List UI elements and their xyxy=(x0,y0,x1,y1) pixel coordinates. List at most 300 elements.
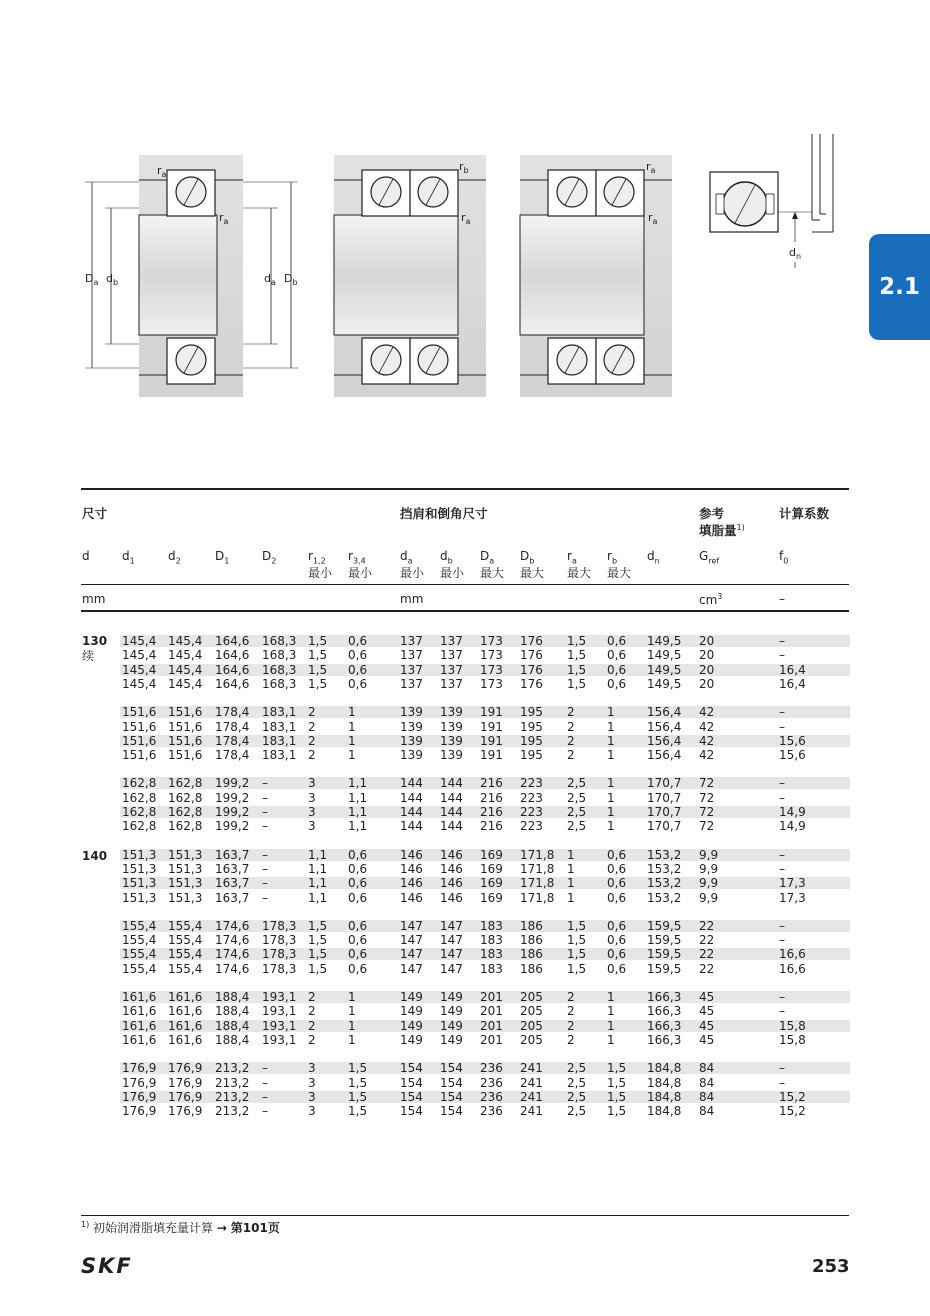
table-cell: 156,4 xyxy=(647,748,682,763)
table-cell: 0,6 xyxy=(607,933,627,948)
table-cell: 147 xyxy=(400,933,423,948)
table-top-rule xyxy=(81,488,849,490)
table-cell: 178,3 xyxy=(262,933,297,948)
table-cell: 0,6 xyxy=(348,961,368,976)
label-dn: $d_n$ xyxy=(789,246,802,261)
table-cell: 223 xyxy=(520,805,543,819)
column-header: $r_{3,4}$ 最小 xyxy=(348,549,373,581)
table-cell: 15,6 xyxy=(779,748,806,763)
table-cell: 3 xyxy=(308,776,316,791)
table-cell: 1,5 xyxy=(308,648,328,663)
table-cell: 162,8 xyxy=(122,776,157,791)
table-cell: – xyxy=(262,805,268,819)
table-cell: 162,8 xyxy=(122,790,157,805)
column-header: d xyxy=(82,549,90,563)
table-cell: 1,5 xyxy=(567,961,587,976)
table-cell: 154 xyxy=(400,1075,423,1090)
table-cell: 20 xyxy=(699,634,715,648)
table-cell: 201 xyxy=(480,990,503,1004)
table-cell: 42 xyxy=(699,733,715,748)
table-cell: 170,7 xyxy=(647,805,682,819)
label-ra-side-3: $r_a$ xyxy=(648,211,658,226)
table-cell: 137 xyxy=(440,634,463,648)
table-cell: 147 xyxy=(400,961,423,976)
table-cell: 9,9 xyxy=(699,861,719,876)
table-cell: 145,4 xyxy=(168,662,203,677)
table-cell: 1 xyxy=(348,1032,356,1047)
table-cell: 3 xyxy=(308,1075,316,1090)
table-cell: 147 xyxy=(400,918,423,933)
table-cell: – xyxy=(779,634,785,648)
table-cell: 144 xyxy=(400,790,423,805)
table-cell: 0,6 xyxy=(348,947,368,962)
table-cell: 0,6 xyxy=(348,933,368,948)
table-cell: 0,6 xyxy=(348,876,368,891)
table-cell: 0,6 xyxy=(607,861,627,876)
table-cell: 1,5 xyxy=(607,1061,627,1076)
footnote: $^{1)}$ 初始润滑脂填充量计算 → 第101页 xyxy=(81,1220,280,1235)
table-cell: – xyxy=(262,819,268,834)
table-cell: 45 xyxy=(699,1018,715,1033)
table-cell: 176,9 xyxy=(168,1104,203,1119)
table-cell: 145,4 xyxy=(122,676,157,691)
table-cell: 162,8 xyxy=(122,819,157,834)
table-cell: 72 xyxy=(699,805,715,819)
table-cell: 183,1 xyxy=(262,733,297,748)
table-cell: 169 xyxy=(480,847,503,862)
table-cell: 16,4 xyxy=(779,662,806,677)
column-header: $G_{ref}$ xyxy=(699,549,720,566)
table-cell: 205 xyxy=(520,1004,543,1019)
table-cell: 22 xyxy=(699,961,715,976)
table-cell: 3 xyxy=(308,790,316,805)
table-cell: 1,5 xyxy=(308,961,328,976)
table-cell: 22 xyxy=(699,947,715,962)
diagram-bearing-pair-1 xyxy=(334,155,486,397)
table-cell: 171,8 xyxy=(520,876,555,891)
table-cell: 1,5 xyxy=(567,947,587,962)
table-cell: 155,4 xyxy=(168,933,203,948)
table-cell: 145,4 xyxy=(168,676,203,691)
table-cell: 144 xyxy=(440,790,463,805)
table-cell: 176 xyxy=(520,648,543,663)
table-cell: 163,7 xyxy=(215,890,250,905)
table-cell: 0,6 xyxy=(348,676,368,691)
table-cell: 144 xyxy=(400,805,423,819)
table-cell: 145,4 xyxy=(168,634,203,648)
table-cell: 1 xyxy=(348,990,356,1004)
table-cell: 144 xyxy=(400,819,423,834)
table-cell: 1 xyxy=(567,847,575,862)
table-cell: 1,5 xyxy=(308,918,328,933)
table-cell: 1,5 xyxy=(607,1089,627,1104)
table-cell: 2,5 xyxy=(567,1104,587,1119)
table-cell: 159,5 xyxy=(647,918,682,933)
table-cell: 168,3 xyxy=(262,634,297,648)
table-cell: 151,6 xyxy=(168,705,203,720)
table-cell: 84 xyxy=(699,1104,715,1119)
table-cell: 149,5 xyxy=(647,676,682,691)
table-cell: 72 xyxy=(699,819,715,834)
column-header: $d_n$ xyxy=(647,549,660,566)
column-header: $D_a$ 最大 xyxy=(480,549,505,581)
column-header: $d_2$ xyxy=(168,549,181,566)
table-cell: – xyxy=(262,1104,268,1119)
diagram-bearing-pair-2 xyxy=(520,155,672,397)
table-cell: 163,7 xyxy=(215,861,250,876)
table-cell: 154 xyxy=(400,1061,423,1076)
table-cell: 1,5 xyxy=(348,1089,368,1104)
table-cell: 149 xyxy=(440,1032,463,1047)
table-cell: 2,5 xyxy=(567,819,587,834)
table-cell: 155,4 xyxy=(122,961,157,976)
table-cell: 184,8 xyxy=(647,1089,682,1104)
footnote-page-link[interactable]: 第101页 xyxy=(230,1221,280,1235)
table-cell: 236 xyxy=(480,1089,503,1104)
table-cell: 154 xyxy=(440,1075,463,1090)
table-cell: 1,1 xyxy=(308,861,328,876)
table-cell: 2 xyxy=(567,1032,575,1047)
table-cell: 241 xyxy=(520,1104,543,1119)
table-cell: 161,6 xyxy=(122,1018,157,1033)
unit-cm3: $cm^3$ xyxy=(699,592,723,607)
table-cell: 201 xyxy=(480,1018,503,1033)
table-cell: 1,5 xyxy=(567,918,587,933)
table-cell: 149 xyxy=(400,990,423,1004)
table-cell: 186 xyxy=(520,918,543,933)
table-cell: 151,6 xyxy=(168,719,203,734)
table-cell: 1 xyxy=(607,748,615,763)
table-cell: 1,1 xyxy=(308,890,328,905)
table-cell: 213,2 xyxy=(215,1089,250,1104)
table-cell: 147 xyxy=(400,947,423,962)
table-cell: 146 xyxy=(440,847,463,862)
table-cell: 183 xyxy=(480,947,503,962)
table-cell: – xyxy=(779,990,785,1004)
table-cell: 1,5 xyxy=(607,1104,627,1119)
table-cell: 241 xyxy=(520,1061,543,1076)
table-cell: 176,9 xyxy=(168,1061,203,1076)
table-cell: 146 xyxy=(440,876,463,891)
table-cell: – xyxy=(262,876,268,891)
diagram-dn-detail xyxy=(710,134,833,268)
table-cell: 161,6 xyxy=(122,990,157,1004)
table-cell: 3 xyxy=(308,1061,316,1076)
table-cell: 154 xyxy=(440,1089,463,1104)
table-cell: 151,3 xyxy=(122,890,157,905)
table-cell: 137 xyxy=(440,648,463,663)
table-cell: 174,6 xyxy=(215,947,250,962)
table-cell: 1 xyxy=(567,876,575,891)
unit-mm-abutment: mm xyxy=(400,592,424,606)
table-cell: 0,6 xyxy=(607,890,627,905)
table-cell: 2 xyxy=(308,719,316,734)
table-cell: 191 xyxy=(480,705,503,720)
table-cell: 213,2 xyxy=(215,1104,250,1119)
label-ra-top: $r_a$ xyxy=(157,164,167,179)
table-cell: 0,6 xyxy=(348,890,368,905)
table-cell: 45 xyxy=(699,990,715,1004)
header-grease-line2: 填脂量$^{1)}$ xyxy=(699,523,745,539)
table-cell: 149 xyxy=(400,1032,423,1047)
label-Da-left: $D_a$ xyxy=(85,272,99,287)
table-cell: 147 xyxy=(440,947,463,962)
table-cell: 151,6 xyxy=(122,719,157,734)
size-label-130: 130 xyxy=(82,634,108,648)
table-cell: 183 xyxy=(480,961,503,976)
table-cell: 191 xyxy=(480,748,503,763)
table-cell: 1 xyxy=(348,748,356,763)
table-cell: 183 xyxy=(480,918,503,933)
table-cell: 170,7 xyxy=(647,790,682,805)
table-cell: 22 xyxy=(699,918,715,933)
table-cell: – xyxy=(262,776,268,791)
table-cell: 201 xyxy=(480,1004,503,1019)
table-cell: 0,6 xyxy=(348,662,368,677)
table-cell: 146 xyxy=(440,861,463,876)
table-cell: 161,6 xyxy=(168,1018,203,1033)
table-cell: 176 xyxy=(520,634,543,648)
table-cell: 9,9 xyxy=(699,876,719,891)
table-cell: 162,8 xyxy=(168,790,203,805)
table-cell: 1 xyxy=(348,1018,356,1033)
table-cell: 199,2 xyxy=(215,790,250,805)
table-cell: 170,7 xyxy=(647,819,682,834)
table-cell: 147 xyxy=(440,961,463,976)
table-cell: 159,5 xyxy=(647,961,682,976)
table-cell: 42 xyxy=(699,719,715,734)
table-cell: 137 xyxy=(400,648,423,663)
table-cell: 2 xyxy=(567,705,575,720)
table-cell: – xyxy=(262,790,268,805)
table-cell: 151,6 xyxy=(122,733,157,748)
table-cell: 151,6 xyxy=(122,705,157,720)
table-cell: 147 xyxy=(440,918,463,933)
table-cell: – xyxy=(779,861,785,876)
table-cell: 236 xyxy=(480,1075,503,1090)
table-cell: 168,3 xyxy=(262,676,297,691)
table-cell: 146 xyxy=(440,890,463,905)
table-cell: 3 xyxy=(308,805,316,819)
table-cell: 205 xyxy=(520,1032,543,1047)
table-cell: 201 xyxy=(480,1032,503,1047)
table-cell: – xyxy=(779,719,785,734)
footnote-rule xyxy=(81,1215,849,1216)
table-cell: – xyxy=(262,1089,268,1104)
table-cell: 0,6 xyxy=(607,918,627,933)
label-da-right: $d_a$ xyxy=(264,272,276,287)
page-number: 253 xyxy=(812,1256,850,1277)
table-cell: 1 xyxy=(607,776,615,791)
header-mid-rule xyxy=(81,584,849,585)
table-cell: 0,6 xyxy=(348,918,368,933)
table-cell: 155,4 xyxy=(122,933,157,948)
table-cell: 186 xyxy=(520,933,543,948)
table-cell: 139 xyxy=(440,705,463,720)
table-cell: 84 xyxy=(699,1075,715,1090)
table-cell: 173 xyxy=(480,634,503,648)
table-cell: 1,1 xyxy=(308,847,328,862)
table-cell: 0,6 xyxy=(607,876,627,891)
table-cell: 1,1 xyxy=(348,776,368,791)
table-cell: 236 xyxy=(480,1061,503,1076)
table-cell: 0,6 xyxy=(607,662,627,677)
table-cell: 162,8 xyxy=(168,776,203,791)
table-cell: 144 xyxy=(440,805,463,819)
table-cell: 205 xyxy=(520,990,543,1004)
column-header: $r_a$ 最大 xyxy=(567,549,592,581)
label-ra-top-3: $r_a$ xyxy=(646,160,656,175)
table-cell: 146 xyxy=(400,890,423,905)
table-cell: 137 xyxy=(400,634,423,648)
table-cell: 2,5 xyxy=(567,1089,587,1104)
table-cell: – xyxy=(779,1075,785,1090)
table-cell: 139 xyxy=(440,748,463,763)
table-cell: 163,7 xyxy=(215,876,250,891)
table-cell: – xyxy=(779,933,785,948)
table-cell: 151,6 xyxy=(122,748,157,763)
table-cell: 166,3 xyxy=(647,990,682,1004)
table-cell: 191 xyxy=(480,719,503,734)
table-cell: 146 xyxy=(400,876,423,891)
table-cell: 2 xyxy=(308,1032,316,1047)
header-abutment: 挡肩和倒角尺寸 xyxy=(400,506,488,521)
table-cell: 0,6 xyxy=(607,961,627,976)
table-cell: 1,5 xyxy=(308,933,328,948)
table-cell: – xyxy=(262,847,268,862)
table-cell: 9,9 xyxy=(699,847,719,862)
table-cell: 45 xyxy=(699,1032,715,1047)
table-cell: 176 xyxy=(520,676,543,691)
header-factor: 计算系数 xyxy=(779,506,830,521)
table-cell: 216 xyxy=(480,776,503,791)
table-cell: 186 xyxy=(520,947,543,962)
table-cell: 223 xyxy=(520,776,543,791)
table-cell: 1 xyxy=(607,990,615,1004)
table-cell: 151,6 xyxy=(168,748,203,763)
table-cell: 1 xyxy=(348,719,356,734)
table-cell: – xyxy=(779,1061,785,1076)
table-cell: 199,2 xyxy=(215,776,250,791)
table-cell: 176,9 xyxy=(122,1089,157,1104)
table-cell: 151,6 xyxy=(168,733,203,748)
table-cell: 151,3 xyxy=(168,890,203,905)
table-cell: 161,6 xyxy=(168,1032,203,1047)
table-cell: 20 xyxy=(699,662,715,677)
section-tab: 2.1 xyxy=(869,234,930,340)
table-cell: 164,6 xyxy=(215,648,250,663)
table-cell: 164,6 xyxy=(215,634,250,648)
table-cell: 1 xyxy=(607,705,615,720)
table-cell: 171,8 xyxy=(520,861,555,876)
table-cell: 162,8 xyxy=(168,819,203,834)
table-cell: 223 xyxy=(520,790,543,805)
table-cell: 166,3 xyxy=(647,1018,682,1033)
table-cell: 1,5 xyxy=(348,1104,368,1119)
bearing-abutment-diagrams xyxy=(0,0,930,420)
table-cell: 1,5 xyxy=(607,1075,627,1090)
table-cell: 184,8 xyxy=(647,1104,682,1119)
label-ra-side-2: $r_a$ xyxy=(461,211,471,226)
column-header: $d_a$ 最小 xyxy=(400,549,425,581)
table-cell: 178,4 xyxy=(215,719,250,734)
table-cell: 153,2 xyxy=(647,861,682,876)
table-cell: 15,8 xyxy=(779,1032,806,1047)
table-cell: – xyxy=(779,705,785,720)
table-cell: 216 xyxy=(480,790,503,805)
table-cell: 151,3 xyxy=(168,847,203,862)
table-cell: 0,6 xyxy=(348,861,368,876)
table-cell: 1,1 xyxy=(348,805,368,819)
table-cell: 2 xyxy=(567,990,575,1004)
table-cell: 195 xyxy=(520,705,543,720)
table-cell: 16,6 xyxy=(779,947,806,962)
table-cell: 42 xyxy=(699,705,715,720)
table-cell: – xyxy=(779,776,785,791)
column-header: $d_b$ 最小 xyxy=(440,549,465,581)
table-cell: 1 xyxy=(607,1018,615,1033)
table-cell: 0,6 xyxy=(348,648,368,663)
table-cell: 191 xyxy=(480,733,503,748)
table-cell: 0,6 xyxy=(607,676,627,691)
table-cell: 139 xyxy=(440,719,463,734)
table-cell: 15,2 xyxy=(779,1089,806,1104)
table-cell: 144 xyxy=(400,776,423,791)
table-cell: 20 xyxy=(699,648,715,663)
table-cell: 188,4 xyxy=(215,1018,250,1033)
table-cell: 145,4 xyxy=(122,634,157,648)
table-cell: 151,3 xyxy=(168,876,203,891)
table-cell: 166,3 xyxy=(647,1004,682,1019)
table-cell: 1 xyxy=(607,819,615,834)
table-cell: 188,4 xyxy=(215,1032,250,1047)
table-cell: 193,1 xyxy=(262,1004,297,1019)
table-cell: 137 xyxy=(400,676,423,691)
table-cell: 1 xyxy=(607,733,615,748)
table-cell: 162,8 xyxy=(168,805,203,819)
table-cell: 169 xyxy=(480,876,503,891)
table-cell: 15,6 xyxy=(779,733,806,748)
table-cell: 15,2 xyxy=(779,1104,806,1119)
table-cell: 15,8 xyxy=(779,1018,806,1033)
table-cell: 2 xyxy=(308,1018,316,1033)
table-cell: 149,5 xyxy=(647,648,682,663)
table-cell: 149,5 xyxy=(647,634,682,648)
table-cell: 163,7 xyxy=(215,847,250,862)
table-cell: 16,6 xyxy=(779,961,806,976)
table-cell: 1,5 xyxy=(567,648,587,663)
table-cell: 178,3 xyxy=(262,918,297,933)
table-cell: 2,5 xyxy=(567,790,587,805)
table-cell: 2,5 xyxy=(567,776,587,791)
label-ra-side: $r_a$ xyxy=(219,211,229,226)
table-cell: 1,5 xyxy=(308,662,328,677)
table-cell: 139 xyxy=(440,733,463,748)
table-cell: 161,6 xyxy=(122,1004,157,1019)
table-cell: 183,1 xyxy=(262,719,297,734)
table-cell: 173 xyxy=(480,648,503,663)
table-cell: 153,2 xyxy=(647,847,682,862)
table-cell: 153,2 xyxy=(647,890,682,905)
table-cell: 2 xyxy=(308,733,316,748)
table-cell: 154 xyxy=(440,1061,463,1076)
table-cell: 193,1 xyxy=(262,990,297,1004)
table-cell: 1,5 xyxy=(567,634,587,648)
table-cell: 149 xyxy=(400,1018,423,1033)
table-cell: 174,6 xyxy=(215,918,250,933)
table-cell: – xyxy=(779,648,785,663)
table-cell: 151,3 xyxy=(122,847,157,862)
